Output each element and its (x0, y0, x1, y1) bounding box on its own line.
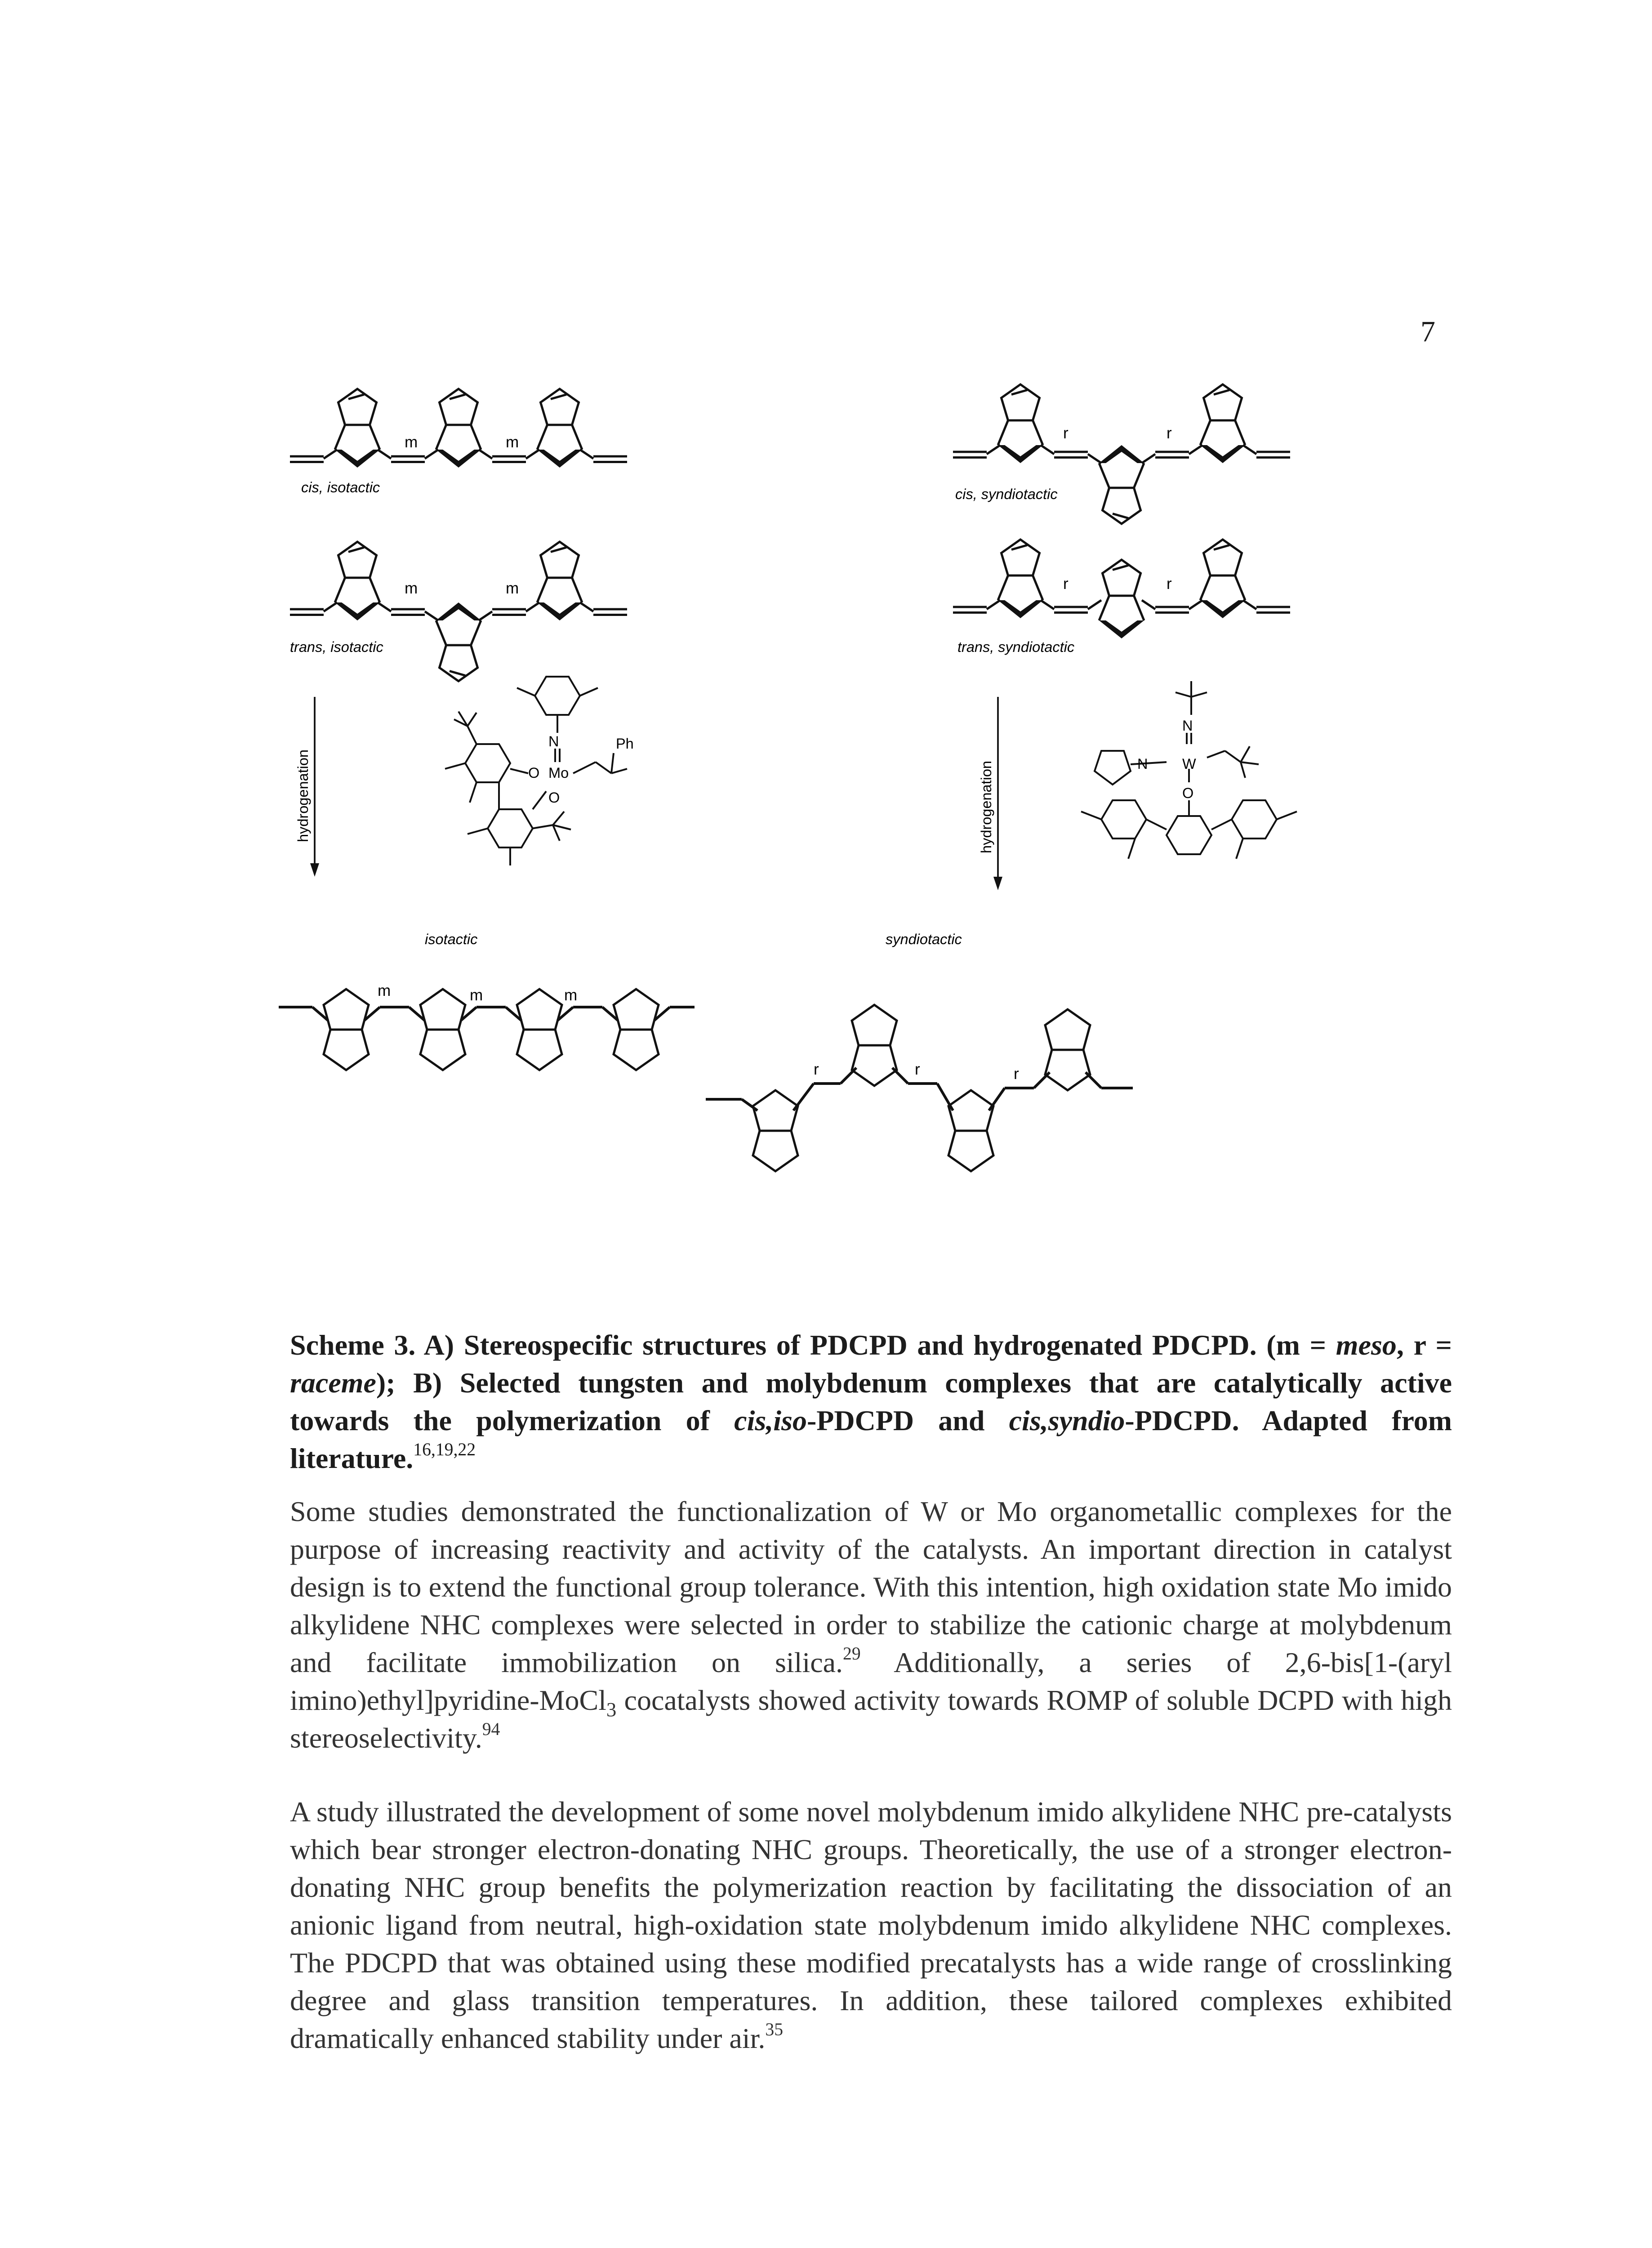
racemo-label: r (1167, 575, 1172, 593)
body-paragraph-1: Some studies demonstrated the functionalization of W or Mo organometallic complexes for the purpose of increasing reactivity and activity of the catalysts. An important direction in catalyst design is to extend the functional group tolerance. With this intention, high oxidation state Mo imido alkylidene NHC complexes were selected in order to stabilize the cationic charge at molybdenum and facilitate immobilization on silica.$^{29}$ Additionally, a series of 2,6-bis[1-(aryl imino)ethyl]pyridine-MoCl$_3$ cocatalysts showed activity towards ROMP of soluble DCPD with high stereoselectivity.$^{94}$ (290, 1495, 1452, 1754)
mo-complex-mo: Mo (548, 765, 569, 781)
trans-syndiotactic-chain (953, 540, 1290, 638)
racemo-label: r (1014, 1065, 1019, 1083)
w-complex-o: O (1182, 785, 1194, 801)
mo-complex-o-bottom: O (548, 789, 560, 806)
hydrogenation-label: hydrogenation (295, 749, 311, 842)
racemo-label: r (814, 1061, 819, 1078)
w-complex-w: W (1182, 756, 1196, 772)
mo-complex-n: N (548, 733, 559, 749)
hydrogenation-label: hydrogenation (978, 761, 994, 853)
syndiotactic-hydrogenated-chain (706, 1005, 1133, 1171)
cis-isotactic-chain (290, 389, 627, 468)
reference-29: 29 (843, 1644, 861, 1664)
meso-label: m (564, 986, 578, 1004)
w-complex-n-imido: N (1182, 718, 1193, 734)
meso-label: m (506, 580, 519, 597)
meso-label: m (470, 986, 483, 1004)
scheme-drawing (279, 369, 1492, 1304)
w-complex-n-pyrrole: N (1137, 756, 1148, 772)
meso-label: m (405, 580, 418, 597)
label-syndiotactic: syndiotactic (886, 931, 962, 947)
label-isotactic: isotactic (425, 931, 478, 947)
isotactic-hydrogenated-chain (279, 989, 695, 1070)
meso-label: m (405, 433, 418, 451)
racemo-label: r (1167, 424, 1172, 442)
reference-94: 94 (482, 1719, 500, 1740)
body-paragraph-2: A study illustrated the development of some novel molybdenum imido alkylidene NHC pre-catalysts which bear stronger electron-donating NHC groups. Theoretically, the use of a stronger electron-donating NHC group benefits the polymerization reaction by facilitating the dissociation of an anionic ligand from neutral, high-oxidation state molybdenum imido alkylidene NHC complexes. The PDCPD that was obtained using these modified precatalysts has a wide range of crosslinking degree and glass transition temperatures. In addition, these tailored complexes exhibited dramatically enhanced stability under air.$^{35}$ (290, 1796, 1452, 2054)
racemo-label: r (915, 1061, 920, 1078)
racemo-label: r (1063, 575, 1069, 593)
hydrogenation-arrow-left (295, 697, 319, 877)
caption-references: 16,19,22 (413, 1440, 476, 1460)
mo-complex-o-left: O (528, 765, 540, 781)
mo-complex-ph: Ph (616, 736, 634, 752)
hydrogenation-arrow-right (978, 697, 1002, 890)
meso-label: m (378, 982, 391, 999)
reference-35: 35 (765, 2020, 784, 2040)
racemo-label: r (1063, 424, 1069, 442)
scheme-caption: Scheme 3. A) Stereospecific structures of PDCPD and hydrogenated PDCPD. (m = meso, r = raceme); B) Selected tungsten and molybdenum complexes that are catalytically active towards the polymerization of cis,iso-PDCPD and cis,syndio-PDCPD. Adapted from literature.$^{16,19,22}$ (290, 1329, 1452, 1474)
trans-isotactic-chain (290, 542, 627, 681)
scheme-figure (279, 369, 1492, 1304)
cis-syndiotactic-chain (953, 384, 1290, 524)
page-number: 7 (1420, 315, 1435, 348)
label-trans-isotactic: trans, isotactic (290, 639, 383, 655)
label-cis-syndiotactic: cis, syndiotactic (955, 486, 1058, 502)
label-cis-isotactic: cis, isotactic (301, 479, 380, 495)
label-trans-syndiotactic: trans, syndiotactic (957, 639, 1075, 655)
meso-label: m (506, 433, 519, 451)
